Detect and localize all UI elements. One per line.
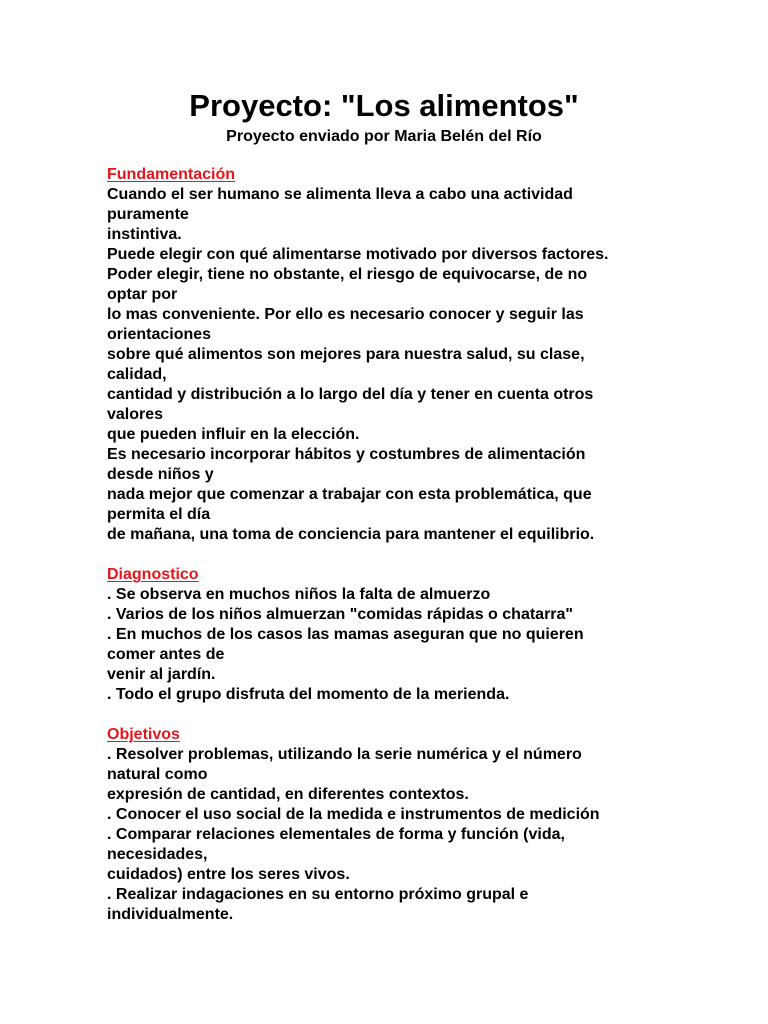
section-objetivos <box>107 725 667 925</box>
body-line: Puede elegir con qué alimentarse motivado por diversos factores. <box>107 246 609 263</box>
section-heading: Fundamentación <box>107 166 236 183</box>
body-line: cantidad y distribución a lo largo del día y tener en cuenta otros <box>107 386 594 403</box>
section-heading: Objetivos <box>107 726 180 743</box>
body-line: . Se observa en muchos niños la falta de almuerzo <box>107 586 491 603</box>
section-diagnostico <box>107 565 667 705</box>
body-line: que pueden influir en la elección. <box>107 426 360 443</box>
body-line: instintiva. <box>107 226 182 243</box>
body-line: nada mejor que comenzar a trabajar con esta problemática, que <box>107 486 592 503</box>
body-line: . Conocer el uso social de la medida e instrumentos de medición <box>107 806 600 823</box>
section-spacer <box>107 545 667 565</box>
body-line: sobre qué alimentos son mejores para nuestra salud, su clase, <box>107 346 585 363</box>
body-line: expresión de cantidad, en diferentes contextos. <box>107 786 469 803</box>
body-line: puramente <box>107 206 189 223</box>
section-heading: Diagnostico <box>107 566 199 583</box>
body-line: lo mas conveniente. Por ello es necesario conocer y seguir las <box>107 306 584 323</box>
body-line: orientaciones <box>107 326 212 343</box>
body-line: desde niños y <box>107 466 214 483</box>
body-line: cuidados) entre los seres vivos. <box>107 866 350 883</box>
body-line: de mañana, una toma de conciencia para mantener el equilibrio. <box>107 526 595 543</box>
body-line: permita el día <box>107 506 211 523</box>
body-line: Es necesario incorporar hábitos y costumbres de alimentación <box>107 446 586 463</box>
body-line: necesidades, <box>107 846 208 863</box>
body-line: natural como <box>107 766 208 783</box>
body-line: calidad, <box>107 366 167 383</box>
document-body <box>107 165 667 925</box>
body-line: valores <box>107 406 164 423</box>
page-subtitle: Proyecto enviado por Maria Belén del Río <box>226 128 542 145</box>
page-title: Proyecto: "Los alimentos" <box>189 88 579 123</box>
section-spacer <box>107 705 667 725</box>
body-line: . Resolver problemas, utilizando la serie numérica y el número <box>107 746 582 763</box>
body-line: . En muchos de los casos las mamas aseguran que no quieren <box>107 626 584 643</box>
body-line: . Realizar indagaciones en su entorno próximo grupal e <box>107 886 529 903</box>
section-fundamentacion <box>107 165 667 545</box>
body-line: individualmente. <box>107 906 234 923</box>
body-line: comer antes de <box>107 646 225 663</box>
body-line: Cuando el ser humano se alimenta lleva a cabo una actividad <box>107 186 573 203</box>
body-line: optar por <box>107 286 178 303</box>
body-line: venir al jardín. <box>107 666 216 683</box>
body-line: . Varios de los niños almuerzan "comidas rápidas o chatarra" <box>107 606 573 623</box>
body-line: . Todo el grupo disfruta del momento de la merienda. <box>107 686 510 703</box>
body-line: Poder elegir, tiene no obstante, el riesgo de equivocarse, de no <box>107 266 588 283</box>
body-line: . Comparar relaciones elementales de forma y función (vida, <box>107 826 565 843</box>
